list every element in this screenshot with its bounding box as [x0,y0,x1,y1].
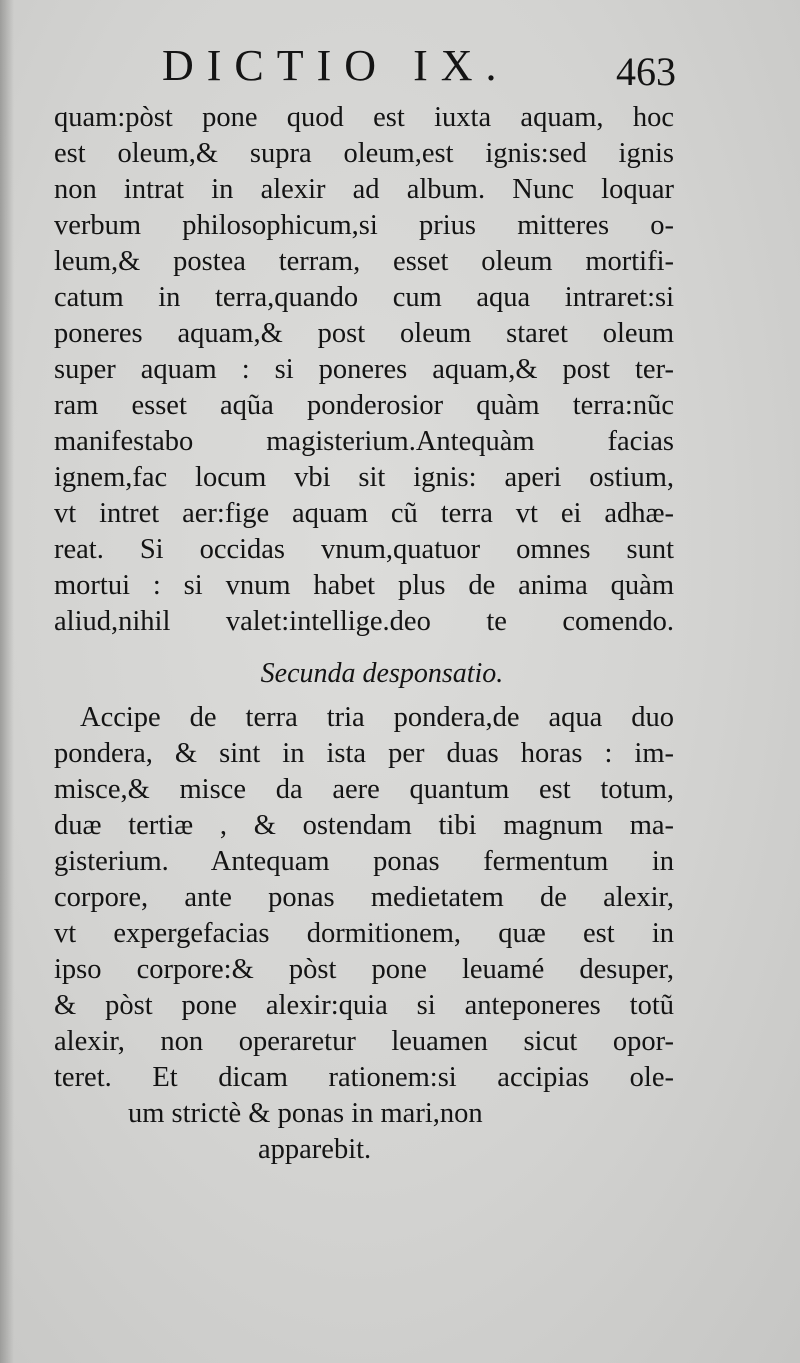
text-line: um strictè & ponas in mari,non [128,1098,483,1129]
page-header [0,40,800,100]
section-heading: Secunda desponsatio. [260,658,504,689]
page-number: 463 [616,49,676,94]
text-line: quam:pòst pone quod est iuxta aquam, hoc [54,102,674,133]
text-line: & pòst pone alexir:quia si anteponeres totũ [54,990,674,1021]
text-line: super aquam : si poneres aquam,& post ter- [54,354,674,385]
text-line: vt intret aer:fige aquam cũ terra vt ei adhæ- [54,498,674,529]
text-line: pondera, & sint in ista per duas horas : im- [54,738,674,769]
text-line: duæ tertiæ , & ostendam tibi magnum ma- [54,810,674,841]
text-line: alexir, non operaretur leuamen sicut opor- [54,1026,674,1057]
text-line: leum,& postea terram, esset oleum mortifi- [54,246,674,277]
text-line: reat. Si occidas vnum,quatuor omnes sunt [54,534,674,565]
text-line: catum in terra,quando cum aqua intraret:si [54,282,674,313]
text-line: teret. Et dicam rationem:si accipias ole- [54,1062,674,1093]
paragraph-2 [54,700,674,1168]
text-line: gisterium. Antequam ponas fermentum in [54,846,674,877]
text-line: ignem,fac locum vbi sit ignis: aperi ostium, [54,462,674,493]
text-line: poneres aquam,& post oleum staret oleum [54,318,674,349]
gutter-shadow [0,0,14,1363]
paragraph-1 [54,100,674,640]
text-line: manifestabo magisterium.Antequàm facias [54,426,674,457]
text-line: aliud,nihil valet:intellige.deo te comendo. [54,606,674,637]
text-line: Accipe de terra tria pondera,de aqua duo [80,702,674,733]
body-text [54,100,674,1168]
text-line: ipso corpore:& pòst pone leuamé desuper, [54,954,674,985]
text-line: corpore, ante ponas medietatem de alexir, [54,882,674,913]
text-line: apparebit. [258,1134,372,1165]
text-line: vt expergefacias dormitionem, quæ est in [54,918,674,949]
running-head: DICTIO IX. [162,41,510,90]
text-line: mortui : si vnum habet plus de anima quàm [54,570,674,601]
text-line: est oleum,& supra oleum,est ignis:sed ignis [54,138,674,169]
text-line: verbum philosophicum,si prius mitteres o- [54,210,674,241]
text-line: non intrat in alexir ad album. Nunc loquar [54,174,674,205]
text-line: ram esset aqũa ponderosior quàm terra:nũc [54,390,674,421]
text-line: misce,& misce da aere quantum est totum, [54,774,674,805]
